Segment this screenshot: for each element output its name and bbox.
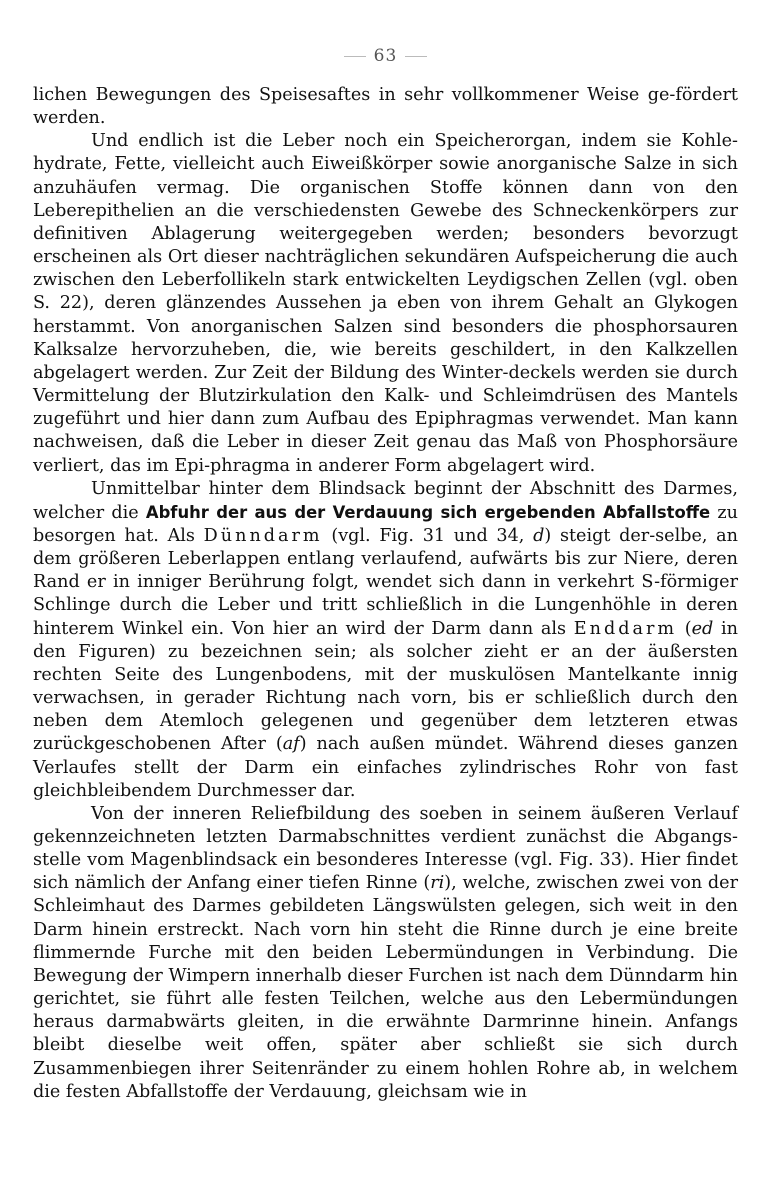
paragraph (33, 478, 738, 803)
spaced-term: Dünndarm (203, 525, 323, 546)
text-run: Von der inneren Reliefbildung des soeben in seinem äußeren Verlauf gekennzeichneten letzten Darmabschnittes verdient zunächst die Abgangs-stelle vom Magenblindsack ein besonderes Interesse (vgl. Fig. 33). Hier findet sich nämlich der Anfang einer tiefen Rinne ( (33, 803, 738, 894)
text-run: ) steigt der-selbe, an dem größeren Leberlappen entlang verlaufend, aufwärts bis zur Niere, deren Rand er in inniger Berührung folgt, wendet sich dann in verkehrt S-förmiger Schlinge durch die Leber und tritt schließlich in die Lungenhöhle in deren hinterem Winkel ein. Von hier an wird der Darm dann als (33, 525, 738, 639)
paragraph (33, 84, 738, 130)
paragraph (33, 803, 738, 1104)
figure-label: af (282, 734, 300, 755)
text-run: (vgl. Fig. 31 und 34, (322, 525, 534, 546)
text-run: zu besorgen hat. Als (33, 502, 738, 546)
text-run: Unmittelbar hinter dem Blindsack beginnt der Abschnitt des Darmes, welcher die (33, 478, 738, 523)
text-run: in den Figuren) zu bezeichnen sein; als solcher zieht er an der äußersten rechten Seite des Lungenbodens, mit der muskulösen Mantelkante innig verwachsen, in gerader Richtung nach vorn, bis er schließlich durch den neben dem Atemloch gelegenen und gegenüber dem letzteren etwas zurückgeschobenen After ( (33, 618, 738, 755)
bold-phrase: Abfuhr der aus der Verdauung sich ergebenden Abfallstoffe (145, 502, 711, 522)
text-run: ) nach außen mündet. Während dieses ganzen Verlaufes stellt der Darm ein einfaches zylindrisches Rohr von fast gleichbleibendem Durchmesser dar. (33, 734, 739, 801)
figure-label: ri (430, 873, 445, 894)
text-run: lichen Bewegungen des Speisesaftes in sehr vollkommener Weise ge-fördert werden. (33, 85, 738, 129)
spaced-term: Enddarm (573, 618, 678, 639)
text-run: ( (677, 618, 692, 639)
book-page (33, 0, 738, 1200)
text-body (33, 84, 738, 1104)
text-run: Und endlich ist die Leber noch ein Speicherorgan, indem sie Kohle-hydrate, Fette, vielleicht auch Eiweißkörper sowie anorganische Salze in sich anzuhäufen vermag. Die organischen Stoffe können dann von den Leberepithelien an die verschiedensten Gewebe des Schneckenkörpers zur definitiven Ablagerung weitergegeben werden; besonders bevorzugt erscheinen als Ort dieser nachträglichen sekundären Aufspeicherung die auch zwischen den Leberfollikeln stark entwickelten Leydigschen Zellen (vgl. oben S. 22), deren glänzendes Aussehen ja eben von ihrem Gehalt an Glykogen herstammt. Von anorganischen Salzen sind besonders die phosphorsauren Kalksalze hervorzuheben, die, wie bereits geschildert, in den Kalkzellen abgelagert werden. Zur Zeit der Bildung des Winter-deckels werden sie durch Vermittelung der Blutzirkulation den Kalk- und Schleimdrüsen des Mantels zugeführt und hier dann zum Aufbau des Epiphragmas verwendet. Man kann nachweisen, daß die Leber in dieser Zeit genau das Maß von Phosphorsäure verliert, das im Epi-phragma in anderer Form abgelagert wird. (33, 131, 738, 476)
figure-label: ed (691, 618, 714, 639)
figure-label: d (533, 525, 545, 546)
text-run: ), welche, zwischen zwei von der Schleimhaut des Darmes gebildeten Längswülsten gelegen, sich weit in den Darm hinein erstreckt. Nach vorn hin steht die Rinne durch je eine breite flimmernde Furche mit den beiden Lebermündungen in Verbindung. Die Bewegung der Wimpern innerhalb dieser Furchen ist nach dem Dünndarm hin gerichtet, sie führt alle festen Teilchen, welche aus den Lebermündungen heraus darmabwärts gleiten, in die erwähnte Darmrinne hinein. Anfangs bleibt dieselbe weit offen, später aber schließt sie sich durch Zusammenbiegen ihrer Seitenränder zu einem hohlen Rohre ab, in welchem die festen Abfallstoffe der Verdauung, gleichsam wie in (33, 873, 739, 1102)
page-number: 63 (33, 46, 738, 66)
paragraph (33, 130, 738, 477)
